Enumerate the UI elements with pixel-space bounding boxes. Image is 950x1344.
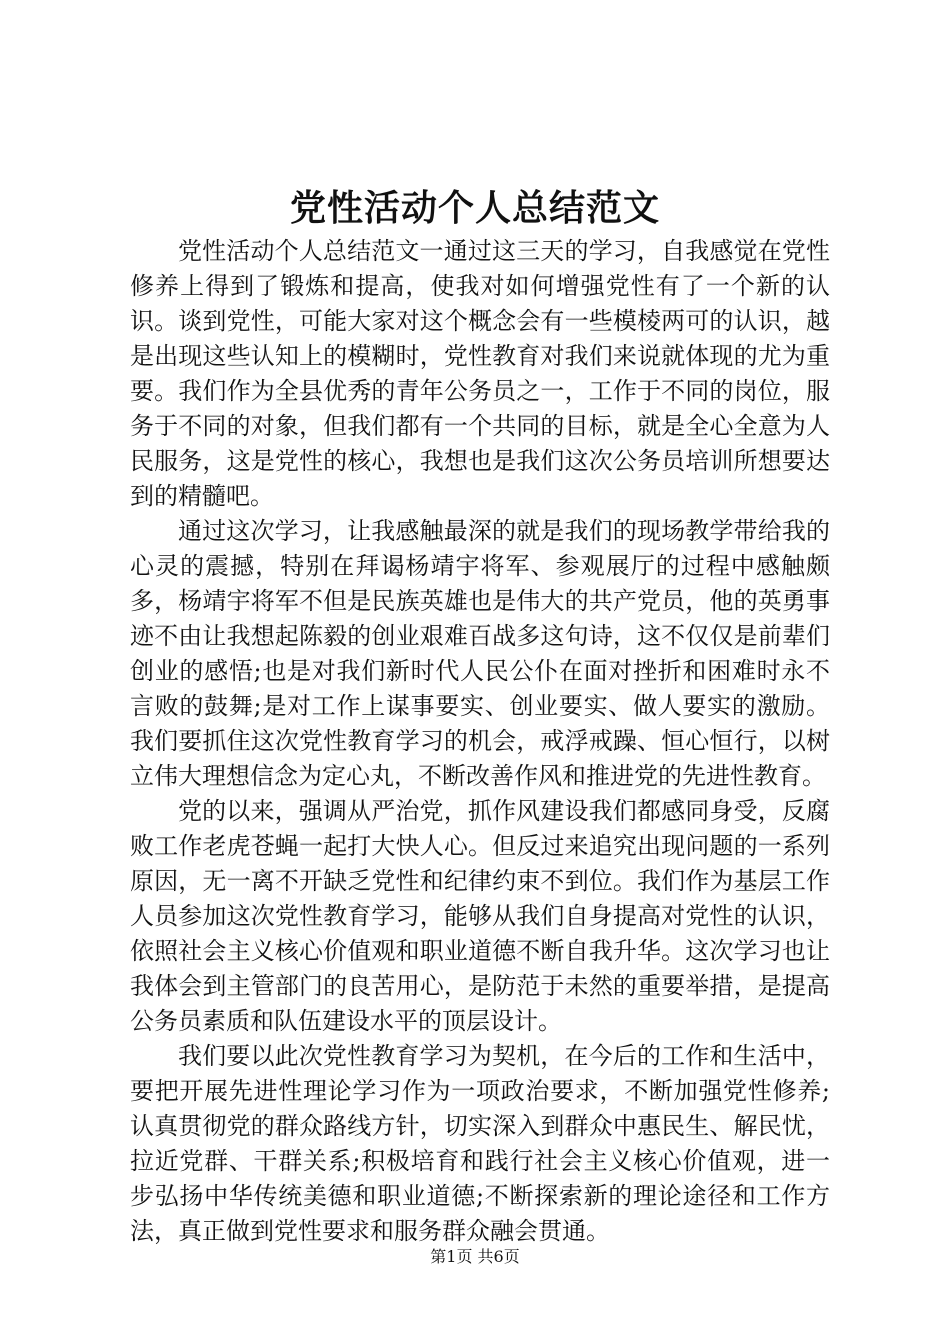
page-number-footer: 第1页 共6页 <box>430 1247 520 1266</box>
paragraph-2: 通过这次学习，让我感触最深的就是我们的现场教学带给我的心灵的震撼，特别在拜谒杨靖宇将军、参观展厅的过程中感触颇多，杨靖宇将军不但是民族英雄也是伟大的共产党员，他的英勇事迹不由让我想起陈毅的创业艰难百战多这句诗，这不仅仅是前辈们创业的感悟;也是对我们新时代人民公仆在面对挫折和困难时永不言败的鼓舞;是对工作上谋事要实、创业要实、做人要实的激励。我们要抓住这次党性教育学习的机会，戒浮戒躁、恒心恒行，以树立伟大理想信念为定心丸，不断改善作风和推进党的先进性教育。 <box>130 517 830 790</box>
paragraph-4: 我们要以此次党性教育学习为契机，在今后的工作和生活中，要把开展先进性理论学习作为一项政治要求，不断加强党性修养;认真贯彻党的群众路线方针，切实深入到群众中惠民生、解民忧，拉近党群、干群关系;积极培育和践行社会主义核心价值观，进一步弘扬中华传统美德和职业道德;不断探索新的理论途径和工作方法，真正做到党性要求和服务群众融会贯通。 <box>130 1042 830 1245</box>
paragraph-1: 党性活动个人总结范文一通过这三天的学习，自我感觉在党性修养上得到了锻炼和提高，使我对如何增强党性有了一个新的认识。谈到党性，可能大家对这个概念会有一些模棱两可的认识，越是出现这些认知上的模糊时，党性教育对我们来说就体现的尤为重要。我们作为全县优秀的青年公务员之一，工作于不同的岗位，服务于不同的对象，但我们都有一个共同的目标，就是全心全意为人民服务，这是党性的核心，我想也是我们这次公务员培训所想要达到的精髓吧。 <box>130 237 830 510</box>
document-title: 党性活动个人总结范文 <box>289 187 660 229</box>
document-body <box>130 234 830 1249</box>
paragraph-3: 党的以来，强调从严治党，抓作风建设我们都感同身受，反腐败工作老虎苍蝇一起打大快人心。但反过来追究出现问题的一系列原因，无一离不开缺乏党性和纪律约束不到位。我们作为基层工作人员参加这次党性教育学习，能够从我们自身提高对党性的认识，依照社会主义核心价值观和职业道德不断自我升华。这次学习也让我体会到主管部门的良苦用心，是防范于未然的重要举措，是提高公务员素质和队伍建设水平的顶层设计。 <box>130 797 830 1035</box>
